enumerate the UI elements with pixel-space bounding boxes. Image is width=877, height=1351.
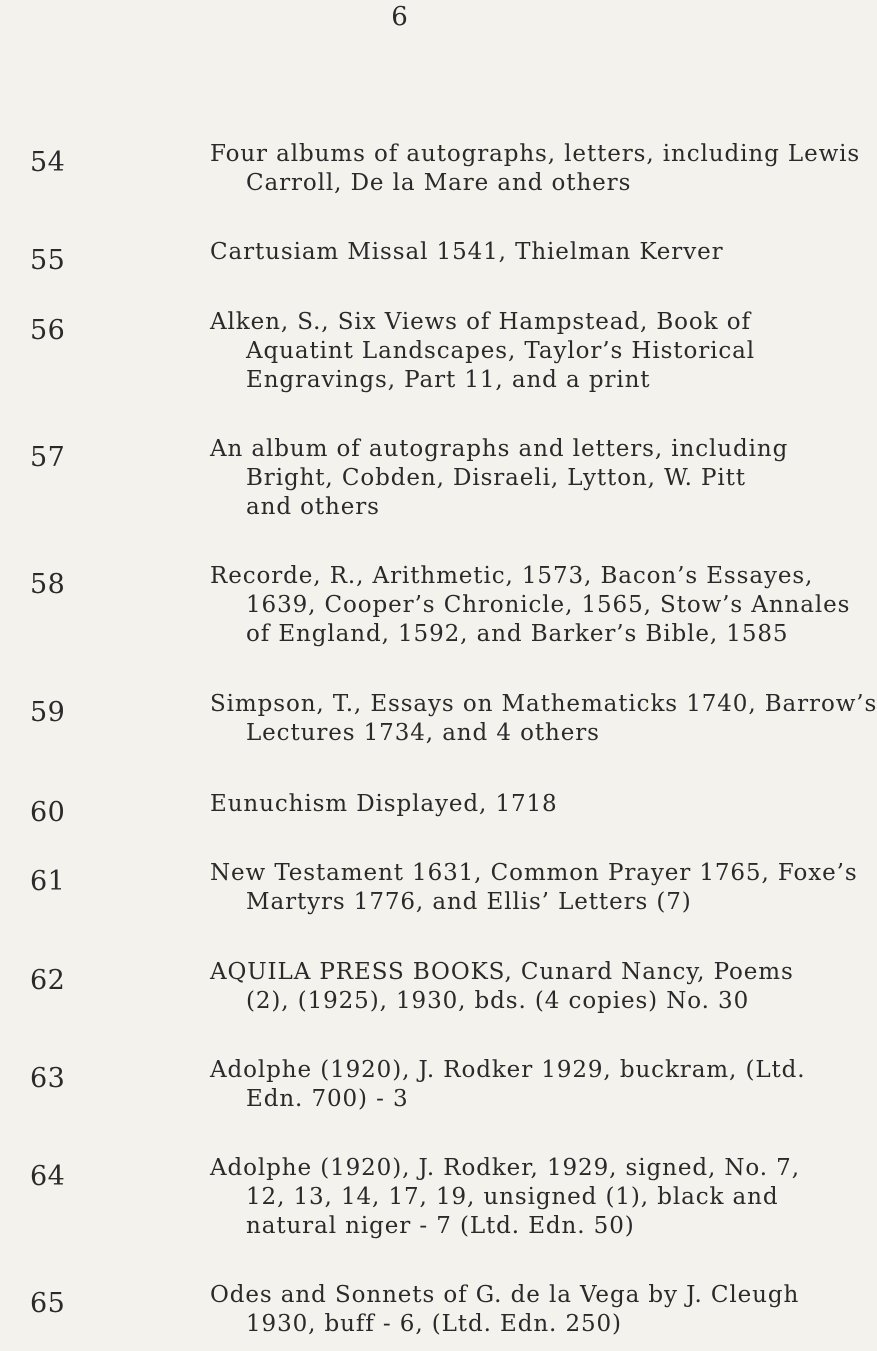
lot-entry: [0, 140, 861, 238]
lot-list: [0, 140, 877, 1351]
lot-description: [210, 238, 800, 267]
lot-description-line: Aquatint Landscapes, Taylor’s Historical: [246, 338, 755, 364]
lot-description: [210, 859, 858, 917]
lot-description-line: Recorde, R., Arithmetic, 1573, Bacon’s Essayes,: [210, 563, 814, 589]
lot-entry: [0, 859, 858, 958]
lot-description: [210, 435, 800, 522]
lot-description-line: Adolphe (1920), J. Rodker 1929, buckram, (Ltd.: [210, 1057, 806, 1083]
lot-entry: [0, 1056, 806, 1154]
lot-entry: [0, 562, 851, 690]
lot-description-line: Alken, S., Six Views of Hampstead, Book of: [210, 309, 751, 335]
lot-description: [210, 140, 861, 198]
lot-description-line: AQUILA PRESS BOOKS, Cunard Nancy, Poems: [210, 959, 794, 985]
lot-description: [210, 308, 800, 395]
lot-description-line: natural niger - 7 (Ltd. Edn. 50): [246, 1213, 635, 1239]
lot-number: 65: [30, 1288, 66, 1319]
lot-description: [210, 1281, 800, 1339]
lot-number: 64: [30, 1161, 66, 1192]
lot-description-line: Adolphe (1920), J. Rodker, 1929, signed, No. 7,: [210, 1155, 800, 1181]
lot-description-line: Martyrs 1776, and Ellis’ Letters (7): [246, 889, 692, 915]
lot-description-line: Engravings, Part 11, and a print: [246, 367, 651, 393]
lot-entry: [0, 1154, 800, 1281]
lot-number: 54: [30, 147, 66, 178]
lot-description-line: Bright, Cobden, Disraeli, Lytton, W. Pitt: [246, 465, 746, 491]
lot-number: 58: [30, 569, 66, 600]
lot-entry: [0, 1281, 800, 1351]
lot-description-line: Cartusiam Missal 1541, Thielman Kerver: [210, 239, 724, 265]
lot-description-line: Eunuchism Displayed, 1718: [210, 791, 558, 817]
lot-description-line: and others: [246, 494, 380, 520]
lot-entry: [0, 308, 800, 435]
lot-description-line: 1639, Cooper’s Chronicle, 1565, Stow’s Annales: [246, 592, 851, 618]
lot-number: 56: [30, 315, 66, 346]
lot-number: 61: [30, 866, 66, 897]
lot-description: [210, 1154, 800, 1241]
lot-entry: [0, 790, 800, 859]
lot-description-line: Edn. 700) - 3: [246, 1086, 409, 1112]
lot-number: 62: [30, 965, 66, 996]
lot-entry: [0, 690, 877, 790]
lot-description: [210, 958, 800, 1016]
page-number: 6: [391, 2, 409, 32]
lot-description-line: 12, 13, 14, 17, 19, unsigned (1), black and: [246, 1184, 779, 1210]
lot-description-line: of England, 1592, and Barker’s Bible, 1585: [246, 621, 789, 647]
lot-number: 63: [30, 1063, 66, 1094]
lot-description: [210, 562, 851, 649]
lot-description-line: Odes and Sonnets of G. de la Vega by J. Cleugh: [210, 1282, 800, 1308]
lot-number: 59: [30, 697, 66, 728]
lot-description: [210, 1056, 806, 1114]
lot-description-line: Carroll, De la Mare and others: [246, 170, 632, 196]
lot-number: 57: [30, 442, 66, 473]
lot-description: [210, 690, 877, 748]
lot-description-line: An album of autographs and letters, including: [210, 436, 789, 462]
lot-number: 55: [30, 245, 66, 276]
lot-entry: [0, 238, 800, 308]
lot-description-line: Four albums of autographs, letters, including Lewis: [210, 141, 861, 167]
lot-entry: [0, 958, 800, 1056]
lot-entry: [0, 435, 800, 562]
lot-number: 60: [30, 797, 66, 828]
lot-description-line: (2), (1925), 1930, bds. (4 copies) No. 30: [246, 988, 750, 1014]
lot-description: [210, 790, 800, 819]
lot-description-line: New Testament 1631, Common Prayer 1765, Foxe’s: [210, 860, 858, 886]
lot-description-line: 1930, buff - 6, (Ltd. Edn. 250): [246, 1311, 622, 1337]
lot-description-line: Simpson, T., Essays on Mathematicks 1740, Barrow’s: [210, 691, 877, 717]
lot-description-line: Lectures 1734, and 4 others: [246, 720, 600, 746]
